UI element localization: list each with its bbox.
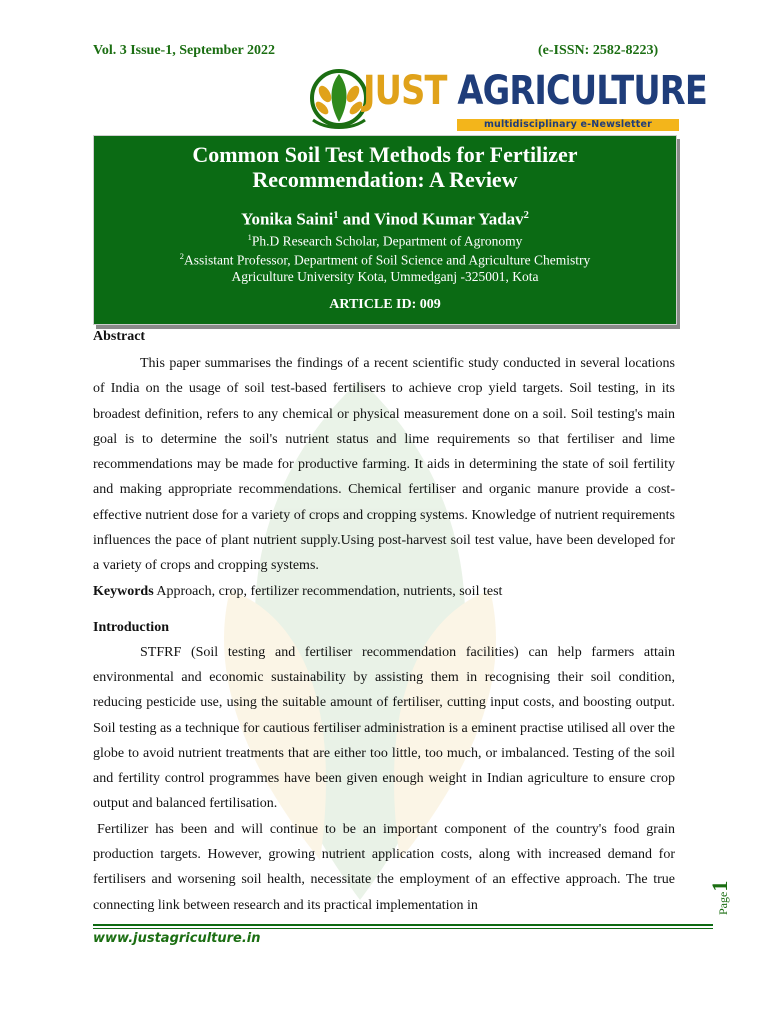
affiliation-1 bbox=[94, 230, 676, 250]
author-1-sup: 1 bbox=[333, 210, 339, 221]
affiliation-address: Agriculture University Kota, Ummedganj -325001, Kota bbox=[231, 268, 539, 284]
article-title bbox=[94, 142, 676, 192]
logo-word-agriculture: AGRICULTURE bbox=[457, 68, 707, 114]
logo-word-just: JUST bbox=[363, 68, 447, 114]
author-1: Yonika Saini bbox=[241, 209, 334, 229]
journal-logo bbox=[305, 64, 707, 134]
footer-rule-thin bbox=[93, 928, 713, 929]
keywords-label: Keywords bbox=[93, 583, 154, 599]
logo-wordmark bbox=[363, 68, 707, 114]
affiliation-1-sup: 1 bbox=[247, 232, 252, 242]
keywords bbox=[93, 579, 675, 604]
introduction-paragraph-2-clip bbox=[93, 817, 675, 913]
footer-website-link[interactable]: www.justagriculture.in bbox=[93, 931, 261, 946]
page-digit: 1 bbox=[707, 880, 732, 892]
author-join: and bbox=[338, 209, 375, 229]
volume-issue: Vol. 3 Issue-1, September 2022 bbox=[93, 43, 276, 58]
article-body bbox=[93, 327, 675, 913]
abstract-heading: Abstract bbox=[93, 329, 146, 344]
title-line-2: Recommendation: A Review bbox=[252, 167, 518, 192]
page-number bbox=[707, 881, 733, 915]
affiliation-1-text: Ph.D Research Scholar, Department of Agronomy bbox=[251, 233, 523, 249]
introduction-paragraph-2: Fertilizer has been and will continue to be an important component of the country's food grain production targets. However, growing nutrient application costs, along with increased demand for fertilisers and worsening soil health, necessitate the employment of an effective approach. The true connecting link between research and its practical implementation in bbox=[93, 821, 675, 913]
author-2-sup: 2 bbox=[523, 210, 529, 221]
title-line-1: Common Soil Test Methods for Fertilizer bbox=[192, 142, 578, 167]
abstract-text: This paper summarises the findings of a recent scientific study conducted in several locations of India on the usage of soil test-based fertilisers to achieve crop yield targets. Soil testing, in its broadest definition, refers to any chemical or physical measurement done on a soil. Soil testing's main goal is to determine the soil's nutrient status and lime requirements so that fertiliser and lime recommendations may be made for productive farming. It aids in determining the state of soil fertility and making appropriate recommendations. Chemical fertiliser and organic manure provide a cost-effective nutrient dose for a variety of crops and cropping systems. Knowledge of nutrient requirements influences the pace of plant nutrient supply.Using post-harvest soil test value, have been developed for a variety of crops and cropping systems. bbox=[93, 356, 675, 574]
affiliation-2-text: Assistant Professor, Department of Soil Science and Agriculture Chemistry bbox=[183, 252, 591, 268]
keywords-text: Approach, crop, fertilizer recommendation, nutrients, soil test bbox=[153, 583, 503, 599]
affiliation-2 bbox=[94, 249, 676, 269]
author-2: Vinod Kumar Yadav bbox=[374, 209, 524, 229]
wheat-leaf-icon bbox=[305, 64, 369, 132]
authors bbox=[94, 206, 676, 230]
article-id: ARTICLE ID: 009 bbox=[329, 296, 441, 312]
introduction-paragraph-1: STFRF (Soil testing and fertiliser recommendation facilities) can help farmers attain environmental and economic sustainability by assisting them in recognising their soil condition, reducing pesticide use, using the suitable amount of fertiliser, cutting input costs, and boosting output. Soil testing as a technique for cautious fertiliser administration is a eminent practise utilised all over the globe to avoid nutrient treatments that are either too little, too much, or imbalanced. Testing of the soil and fertility control programmes have been given enough weight in Indian agriculture to ensure crop output and balanced fertilisation. bbox=[93, 644, 675, 812]
introduction-heading: Introduction bbox=[93, 619, 169, 635]
page-label: Page bbox=[716, 891, 730, 915]
issn: (e-ISSN: 2582-8223) bbox=[538, 43, 659, 58]
title-box bbox=[93, 135, 677, 325]
logo-tagline: multidisciplinary e-Newsletter bbox=[457, 119, 679, 131]
affiliation-2-sup: 2 bbox=[179, 252, 184, 262]
footer-rule bbox=[93, 924, 713, 926]
